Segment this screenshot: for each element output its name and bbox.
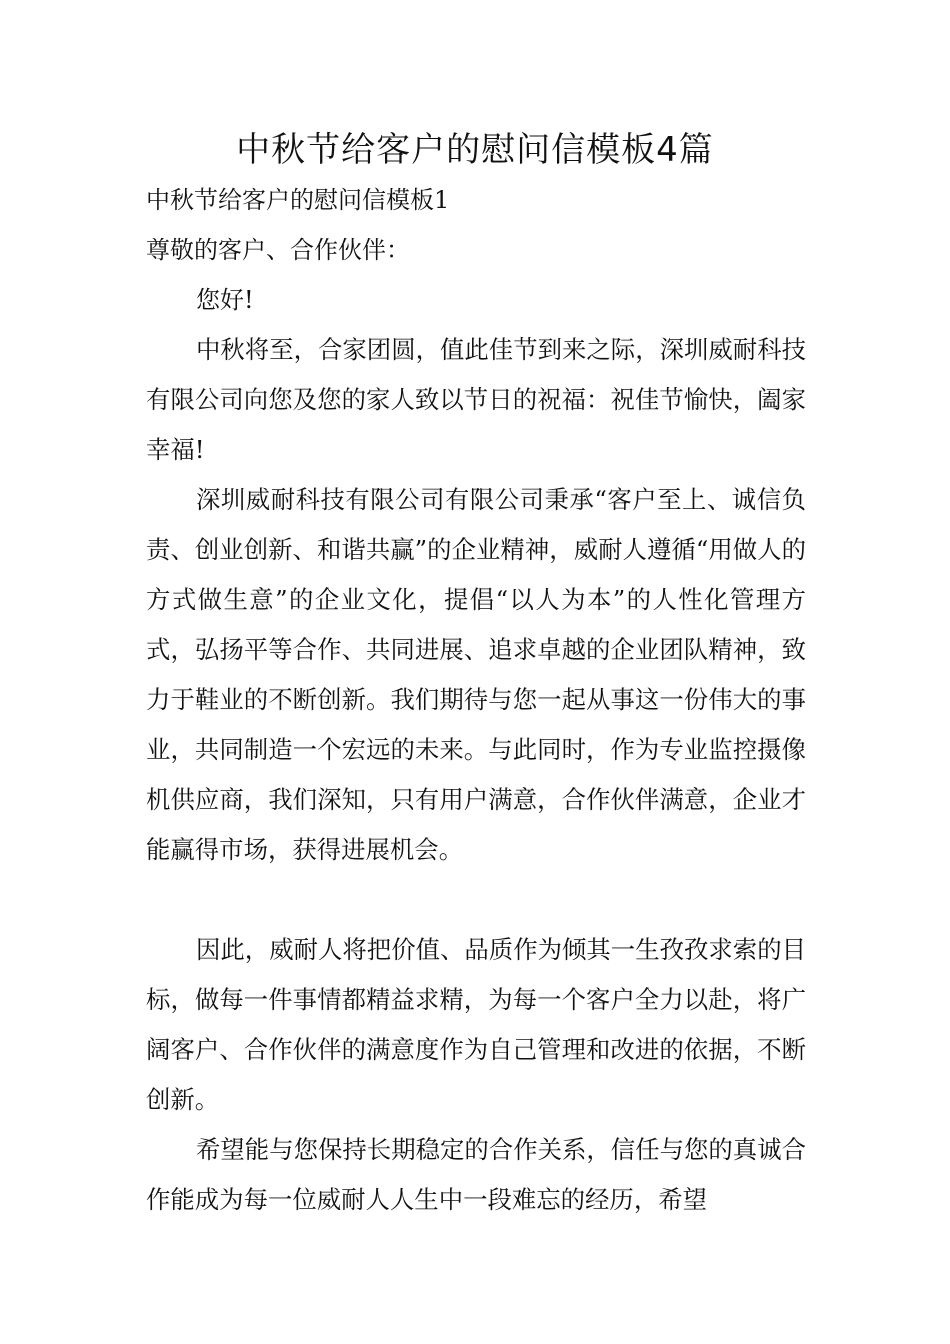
- body-paragraph: 希望能与您保持长期稳定的合作关系，信任与您的真诚合作能成为每一位威耐人人生中一段难忘的经历，希望: [146, 1135, 806, 1214]
- body-paragraph: 中秋将至，合家团圆，值此佳节到来之际，深圳威耐科技有限公司向您及您的家人致以节日的祝福：祝佳节愉快，阖家幸福!: [146, 335, 806, 464]
- body-paragraph: 因此，威耐人将把价值、品质作为倾其一生孜孜求索的目标，做每一件事情都精益求精，为每一个客户全力以赴，将广阔客户、合作伙伴的满意度作为自己管理和改进的依据，不断创新。: [146, 935, 806, 1114]
- document-title: 中秋节给客户的慰问信模板4篇: [236, 130, 714, 170]
- greeting: 您好!: [196, 286, 254, 314]
- body-paragraph: 深圳威耐科技有限公司有限公司秉承“客户至上、诚信负责、创业创新、和谐共赢”的企业精神，威耐人遵循“用做人的方式做生意”的企业文化，提倡“以人为本”的人性化管理方式，弘扬平等合作、共同进展、追求卓越的企业团队精神，致力于鞋业的不断创新。我们期待与您一起从事这一份伟大的事业，共同制造一个宏远的未来。与此同时，作为专业监控摄像机供应商，我们深知，只有用户满意，合作伙伴满意，企业才能赢得市场，获得进展机会。: [146, 485, 806, 864]
- salutation: 尊敬的客户、合作伙伴：: [146, 236, 410, 264]
- letter-subtitle: 中秋节给客户的慰问信模板1: [146, 186, 450, 214]
